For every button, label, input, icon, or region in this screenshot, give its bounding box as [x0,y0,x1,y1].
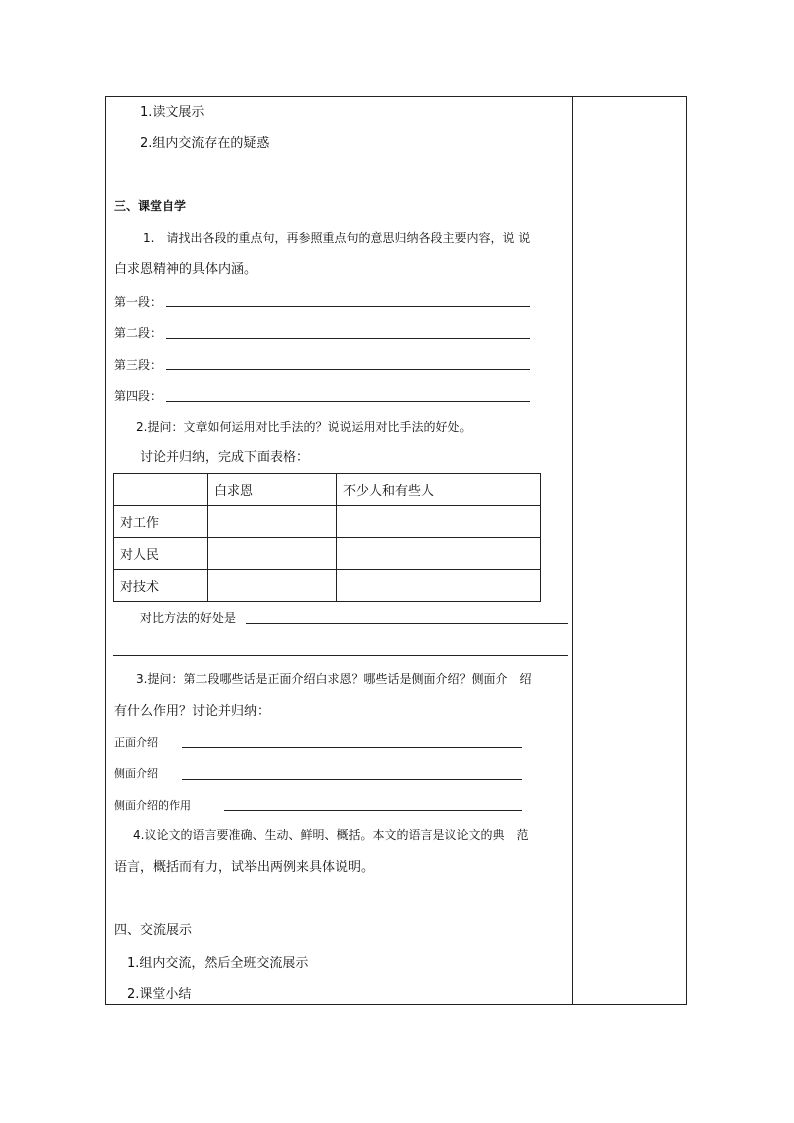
question-2: 2.提问：文章如何运用对比手法的？说说运用对比手法的好处。 [136,420,472,434]
table-cell[interactable] [337,506,541,538]
answer-line-benefit-continued[interactable] [113,655,568,656]
table-header-row [114,474,541,506]
intro-label-indirect-effect: 侧面介绍的作用 [114,799,191,812]
question-4-line-1: 4.议论文的语言要准确、生动、鲜明、概括。本文的语言是议论文的典 范 [133,828,529,842]
question-1-line-2: 白求恩精神的具体内涵。 [114,262,258,277]
answer-line-paragraph-3[interactable] [166,369,530,370]
comparison-table [113,473,541,602]
question-4-line-2: 语言，概括而有力，试举出两例来具体说明。 [114,860,375,875]
question-3-line-1: 3.提问：第二段哪些话是正面介绍白求恩？哪些话是侧面介绍？侧面介 绍 [136,672,532,686]
question-3-line-2: 有什么作用？讨论并归纳： [114,704,271,719]
question-1-line-1: 1. 请找出各段的重点句，再参照重点句的意思归纳各段主要内容，说 说 [143,231,531,245]
paragraph-label-4: 第四段： [114,389,163,403]
answer-line-direct[interactable] [182,747,522,748]
section-four-heading: 四、交流展示 [114,923,193,938]
item-group-share: 1.组内交流，然后全班交流展示 [127,956,309,971]
item-class-summary: 2.课堂小结 [127,987,192,1002]
table-row [114,506,541,538]
intro-label-indirect: 侧面介绍 [114,767,158,780]
answer-line-paragraph-1[interactable] [166,306,530,307]
table-cell[interactable] [208,538,337,570]
column-divider [572,96,573,1005]
benefit-label: 对比方法的好处是 [140,611,237,625]
table-header-cell: 白求恩 [208,474,337,506]
item-group-questions: 2.组内交流存在的疑惑 [140,136,270,151]
intro-label-direct: 正面介绍 [114,736,158,749]
table-row-label: 对工作 [114,506,208,538]
answer-line-benefit[interactable] [246,623,568,624]
table-cell[interactable] [208,506,337,538]
item-read-display: 1.读文展示 [140,105,205,120]
table-cell[interactable] [337,538,541,570]
section-three-heading: 三、课堂自学 [114,199,187,213]
question-2-instruction: 讨论并归纳，完成下面表格： [140,450,310,465]
table-row-label: 对人民 [114,538,208,570]
answer-line-indirect-effect[interactable] [224,810,522,811]
table-header-cell [114,474,208,506]
answer-line-paragraph-2[interactable] [166,338,530,339]
answer-line-indirect[interactable] [182,779,522,780]
table-header-cell: 不少人和有些人 [337,474,541,506]
paragraph-label-3: 第三段： [114,358,163,372]
table-cell[interactable] [337,570,541,602]
paragraph-label-1: 第一段： [114,295,163,309]
table-row [114,538,541,570]
answer-line-paragraph-4[interactable] [166,401,530,402]
table-cell[interactable] [208,570,337,602]
table-row-label: 对技术 [114,570,208,602]
paragraph-label-2: 第二段： [114,326,163,340]
table-row [114,570,541,602]
